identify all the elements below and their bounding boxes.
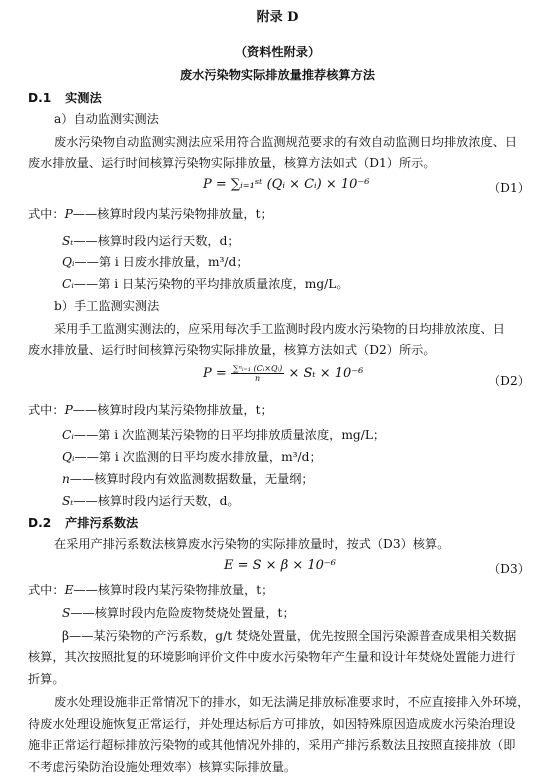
section-number: D.1 — [28, 91, 52, 105]
paragraph-line: 在采用产排污系数法核算废水污染物的实际排放量时，按式（D3）核算。 — [54, 537, 450, 551]
definition-line — [62, 471, 314, 487]
where-text: 式中： — [28, 583, 65, 597]
appendix-title: 附录 D — [256, 10, 299, 25]
definition: ——核算时段内某污染物排放量，t； — [73, 583, 274, 597]
section-d2-heading — [28, 515, 138, 531]
where-text: 式中： — [28, 403, 65, 417]
section-d1-heading — [28, 90, 102, 106]
paragraph-line: 废水污染物自动监测实测法应采用符合监测规范要求的有效自动监测日均排放浓度、日 — [54, 135, 518, 149]
symbol: Qᵢ — [62, 255, 75, 269]
paragraph-line: 不考虑污染防治设施处理效率）核算实际排放量。 — [28, 760, 297, 774]
definition-line — [62, 493, 240, 509]
definition: ——核算时段内某污染物排放量，t； — [72, 207, 273, 221]
definition: ——第 i 日废水排放量，m³/d； — [74, 255, 249, 269]
paragraph-line: 废水排放量、运行时间核算污染物实际排放量，核算方法如式（D2）所示。 — [28, 343, 436, 357]
symbol: P — [64, 207, 73, 221]
equation-number: （D2） — [488, 374, 530, 388]
definition: ——核算时段内有效监测数据数量，无量纲； — [69, 472, 314, 486]
definition: ——核算时段内运行天数，d； — [73, 234, 240, 248]
symbol: S — [62, 606, 71, 620]
definition-line — [62, 233, 240, 249]
symbol: Cᵢ — [62, 277, 74, 291]
subsection-b-label: b）手工监测实测法 — [54, 299, 160, 313]
where-label — [28, 582, 273, 598]
section-title: 实测法 — [65, 91, 102, 105]
formula-d3: E = S × β × 10⁻⁶ — [224, 558, 336, 573]
where-label — [28, 206, 273, 222]
paragraph-line: 废水处理设施非正常情况下的排水，如无法满足排放标准要求时，不应直接排入外环境， — [54, 695, 530, 709]
definition-line — [62, 427, 385, 443]
appendix-subtitle: （资料性附录） — [234, 45, 321, 59]
formula-lhs: P = — [203, 366, 227, 381]
where-text: 式中： — [28, 207, 65, 221]
formula-d1: P = ∑ᵢ₌₁ˢᵗ (Qᵢ × Cᵢ) × 10⁻⁶ — [203, 177, 370, 192]
subsection-a-label: a）自动监测实测法 — [54, 112, 159, 126]
symbol: E — [64, 583, 74, 597]
formula-rhs: × Sₜ × 10⁻⁶ — [288, 366, 364, 381]
equation-number: （D1） — [488, 181, 530, 195]
paragraph-line: 核算，其次按照批复的环境影响评价文件中废水污染物年产生量和设计年焚烧处置能力进行 — [28, 650, 516, 664]
definition-line — [62, 449, 322, 465]
symbol: n — [62, 472, 70, 486]
definition-line — [62, 254, 249, 270]
where-label — [28, 402, 273, 418]
paragraph-line: 废水排放量、运行时间核算污染物实际排放量，核算方法如式（D1）所示。 — [28, 156, 436, 170]
definition: ——核算时段内危险废物焚烧处置量，t； — [70, 606, 295, 620]
formula-d2 — [203, 364, 363, 384]
symbol: Sₜ — [62, 494, 74, 508]
paragraph-line: 折算。 — [28, 672, 65, 686]
paragraph-line: β——某污染物的产污系数，g/t 焚烧处置量，优先按照全国污染源普查成果相关数据 — [62, 629, 517, 643]
symbol: Cᵢ — [62, 428, 74, 442]
definition-line — [62, 276, 349, 292]
formula-fraction — [231, 364, 284, 383]
equation-number: （D3） — [488, 562, 530, 576]
fraction-numerator: ∑ⁿᵢ₌₁ (Cᵢ×Qᵢ) — [232, 364, 283, 373]
section-title: 产排污系数法 — [65, 516, 139, 530]
definition: ——核算时段内运行天数，d。 — [73, 494, 240, 508]
definition: ——第 i 次监测的日平均废水排放量，m³/d； — [74, 450, 322, 464]
definition: ——第 i 日某污染物的平均排放质量浓度，mg/L。 — [73, 277, 349, 291]
fraction-denominator: n — [255, 374, 261, 383]
paragraph-line: 采用手工监测实测法的，应采用每次手工监测时段内废水污染物的日均排放浓度、日 — [54, 322, 505, 336]
symbol: Qᵢ — [62, 450, 75, 464]
appendix-heading: 废水污染物实际排放量推荐核算方法 — [180, 68, 375, 82]
paragraph-line: 待废水处理设施恢复正常运行，并处理达标后方可排放，如因特殊原因造成废水污染治理设 — [28, 717, 516, 731]
definition-line — [62, 605, 295, 621]
symbol: P — [64, 403, 73, 417]
definition: ——第 i 次监测某污染物的日平均排放质量浓度，mg/L； — [73, 428, 386, 442]
paragraph-line: 施非正常运行超标排放污染物的或其他情况外排的，采用产排污系数法且按照直接排放（即 — [28, 738, 516, 752]
symbol: Sₜ — [62, 234, 74, 248]
definition: ——核算时段内某污染物排放量，t； — [72, 403, 273, 417]
section-number: D.2 — [28, 516, 52, 530]
